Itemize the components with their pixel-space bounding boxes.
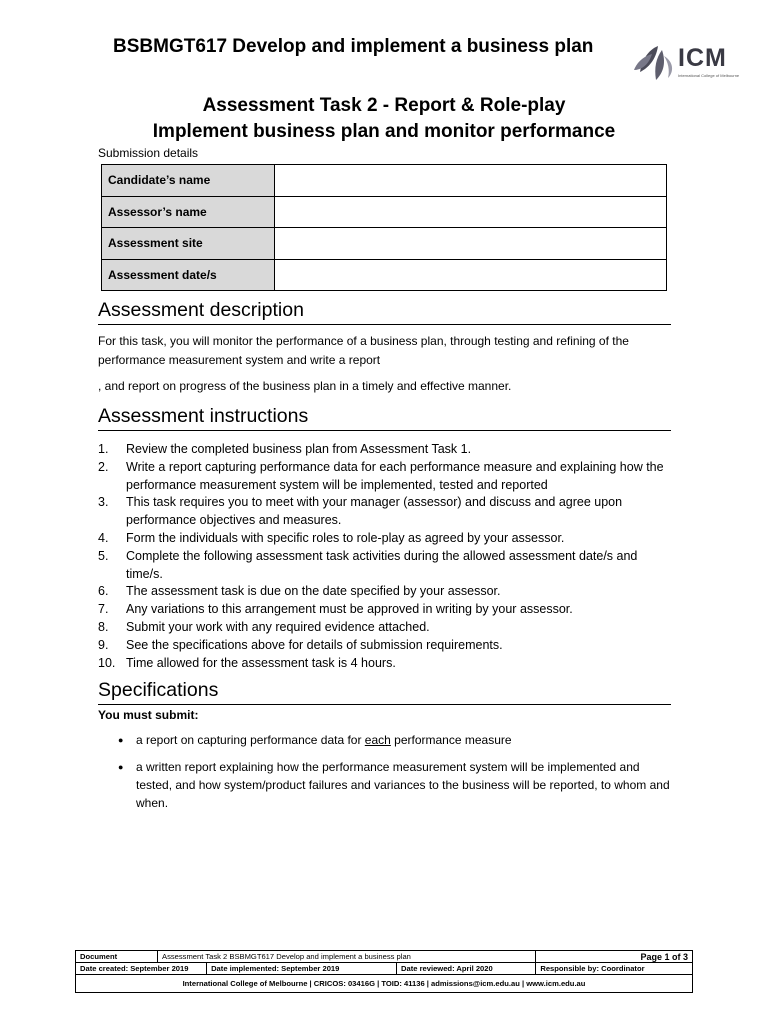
footer-date-implemented: Date implemented: September 2019 <box>207 963 397 975</box>
table-row <box>102 259 667 291</box>
list-item-text: Submit your work with any required evidence attached. <box>126 619 430 634</box>
list-item-number: 1. <box>98 442 109 456</box>
specifications-list <box>118 731 673 821</box>
logo-subtext: International College of Melbourne <box>678 73 740 78</box>
list-item <box>118 731 673 749</box>
list-item-number: 7. <box>98 602 109 617</box>
task-title: Assessment Task 2 - Report & Role-play <box>202 95 566 116</box>
list-item-text: See the specifications above for details of submission requirements. <box>126 637 503 652</box>
list-item-text: a written report explaining how the performance measurement system will be implemented and tested, and how system/product failures and variances to the business will be reported, to whom and when. <box>136 760 670 810</box>
list-item-text: This task requires you to meet with your manager (assessor) and discuss and agree upon performance objectives and measures. <box>126 495 623 528</box>
list-item <box>98 583 668 601</box>
footer-document-value: Assessment Task 2 BSBMGT617 Develop and implement a business plan <box>158 951 536 963</box>
footer-date-reviewed: Date reviewed: April 2020 <box>397 963 536 975</box>
icm-logo <box>634 40 740 84</box>
candidate-name-field[interactable] <box>275 165 667 197</box>
footer-page-number: Page 1 of 3 <box>536 951 693 963</box>
list-item-number: 2. <box>98 459 109 474</box>
instructions-list <box>98 441 668 672</box>
list-item-text: Complete the following assessment task activities during the allowed assessment date/s and time/s. <box>126 548 638 581</box>
list-item-number: 10. <box>98 655 116 670</box>
table-row <box>76 951 693 963</box>
list-item <box>98 655 668 673</box>
bullet-icon: ● <box>118 735 124 745</box>
document-header-title: BSBMGT617 Develop and implement a business plan <box>113 36 594 57</box>
submission-details-label: Submission details <box>98 146 199 160</box>
description-paragraph: For this task, you will monitor the performance of a business plan, through testing and refining of the performance measurement system and write a report <box>98 334 629 367</box>
assessor-name-field[interactable] <box>275 196 667 228</box>
list-item-number: 5. <box>98 548 109 563</box>
assessment-date-field[interactable] <box>275 259 667 291</box>
table-row <box>76 963 693 975</box>
list-item-text: Form the individuals with specific roles to role-play as agreed by your assessor. <box>126 530 565 545</box>
submission-details-table <box>101 164 667 291</box>
table-row <box>102 228 667 260</box>
emphasis-text: each <box>364 733 391 747</box>
assessment-site-label: Assessment site <box>102 228 275 260</box>
list-item-text: The assessment task is due on the date specified by your assessor. <box>126 584 501 599</box>
footer-date-created: Date created: September 2019 <box>76 963 207 975</box>
table-row <box>76 975 693 993</box>
list-item-number: 6. <box>98 584 109 599</box>
table-row <box>102 196 667 228</box>
list-item <box>98 548 668 584</box>
candidate-name-label: Candidate’s name <box>102 165 275 197</box>
list-item-text: Any variations to this arrangement must be approved in writing by your assessor. <box>126 602 573 617</box>
assessment-instructions-heading: Assessment instructions <box>98 405 671 431</box>
list-item <box>98 619 668 637</box>
list-item-number: 9. <box>98 637 109 652</box>
list-item <box>98 459 668 495</box>
description-paragraph-continued: , and report on progress of the business plan in a timely and effective manner. <box>98 379 512 393</box>
specifications-intro: You must submit: <box>98 708 199 722</box>
table-row <box>102 165 667 197</box>
document-footer <box>75 950 693 993</box>
footer-responsible: Responsible by: Coordinator <box>536 963 693 975</box>
list-item <box>118 758 673 812</box>
assessment-date-label: Assessment date/s <box>102 259 275 291</box>
footer-college-details: International College of Melbourne | CRICOS: 03416G | TOID: 41136 | admissions@icm.edu.au | www.icm.edu.au <box>76 975 693 993</box>
specifications-heading: Specifications <box>98 679 671 705</box>
list-item <box>98 530 668 548</box>
list-item <box>98 494 668 530</box>
assessment-description-heading: Assessment description <box>98 299 671 325</box>
list-item-text: Write a report capturing performance data for each performance measure and explaining how the performance measurement system will be implemented, tested and reported <box>126 459 664 492</box>
list-item-number: 3. <box>98 495 109 510</box>
task-subtitle: Implement business plan and monitor performance <box>152 121 616 142</box>
list-item-text: Review the completed business plan from Assessment Task 1. <box>126 442 472 456</box>
footer-document-label: Document <box>76 951 158 963</box>
assessment-site-field[interactable] <box>275 228 667 260</box>
bullet-icon: ● <box>118 762 124 772</box>
list-item <box>98 441 668 459</box>
list-item-text: a report on capturing performance data for each performance measure <box>136 733 512 747</box>
list-item-text: Time allowed for the assessment task is 4 hours. <box>126 655 396 670</box>
list-item <box>98 601 668 619</box>
logo-text: ICM <box>678 44 727 72</box>
logo-leaf-icon <box>634 40 676 84</box>
assessor-name-label: Assessor’s name <box>102 196 275 228</box>
list-item-number: 8. <box>98 619 109 634</box>
list-item <box>98 637 668 655</box>
list-item-number: 4. <box>98 530 109 545</box>
